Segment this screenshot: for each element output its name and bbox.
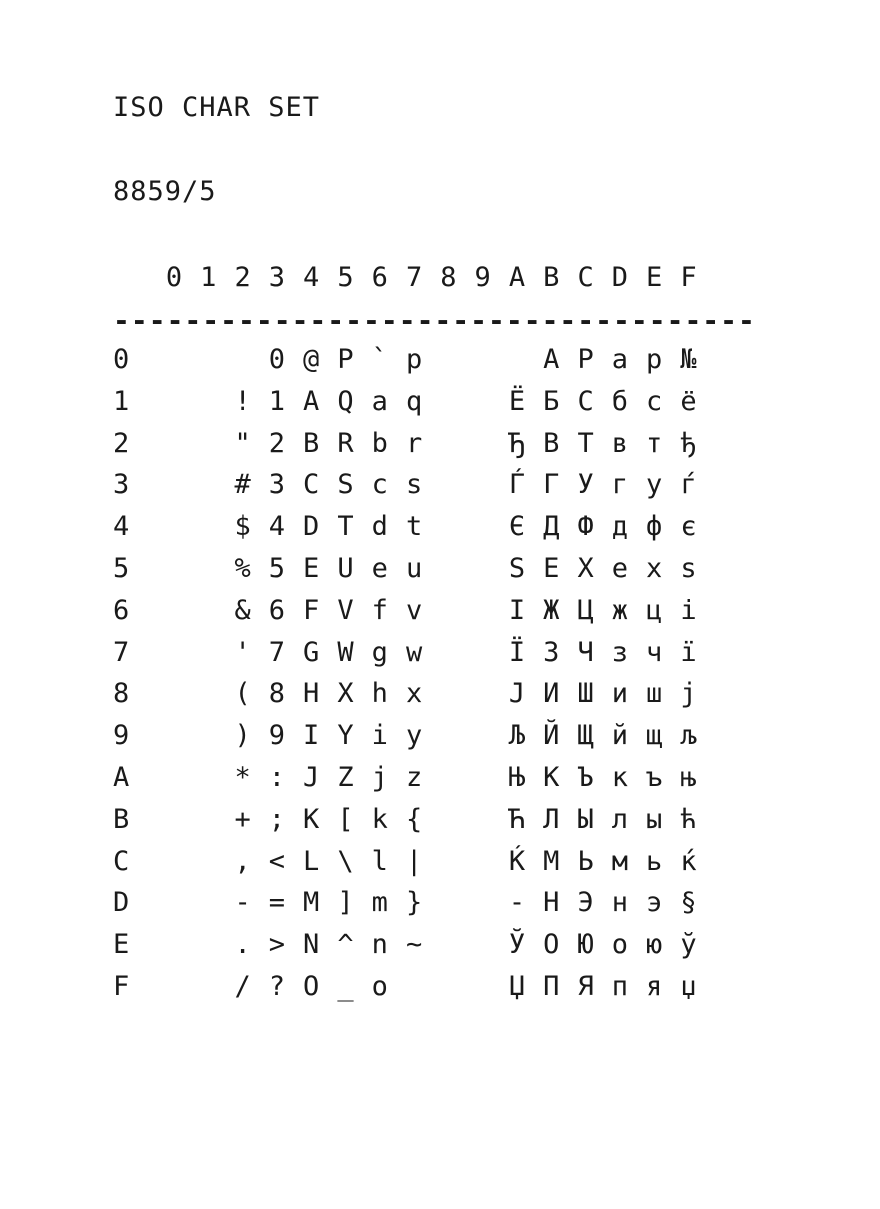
char-cell: Ѕ [508, 552, 526, 584]
char-cell: " [234, 427, 251, 459]
char-cell: $ [234, 511, 251, 543]
char-cell: M [303, 887, 320, 919]
char-cell: V [337, 594, 354, 626]
char-cell: Z [337, 761, 354, 793]
row-label: 5 [113, 552, 130, 584]
char-cell: - [234, 887, 251, 919]
char-cell: Ж [543, 594, 560, 626]
column-header: 7 [405, 262, 423, 293]
column-header: 0 [165, 262, 183, 293]
char-cell: p [405, 344, 423, 375]
row-label: 2 [113, 427, 130, 459]
column-header: 1 [200, 262, 217, 293]
char-cell: Ѓ [508, 469, 526, 501]
char-cell: T [337, 511, 354, 543]
char-cell: U [337, 552, 354, 584]
table-row [0, 674, 880, 716]
char-cell: 3 [268, 469, 286, 501]
char-cell: 0 [268, 344, 286, 375]
char-cell: с [646, 385, 663, 417]
char-cell: ј [680, 678, 697, 710]
char-cell: A [303, 385, 320, 417]
table-row [0, 424, 880, 466]
char-cell: ё [680, 385, 697, 417]
char-cell: і [680, 594, 697, 626]
char-cell: N [303, 929, 320, 961]
char-cell: Т [577, 427, 594, 459]
char-cell: є [680, 511, 697, 543]
char-cell: Х [577, 552, 594, 584]
char-cell: ^ [337, 929, 354, 961]
char-cell: ` [371, 344, 388, 375]
char-cell: 8 [268, 678, 286, 710]
table-row [0, 842, 880, 884]
row-label: 6 [113, 594, 130, 626]
char-cell: Ь [577, 845, 594, 877]
char-cell: c [371, 469, 388, 501]
char-cell: r [405, 427, 423, 459]
char-cell: ў [680, 929, 697, 961]
column-header: 6 [371, 262, 388, 293]
char-cell: J [303, 761, 320, 793]
char-cell: Є [508, 511, 526, 543]
row-label: 8 [113, 678, 130, 710]
char-cell: y [405, 720, 423, 752]
char-cell: j [371, 761, 388, 793]
char-cell: § [680, 887, 697, 919]
char-cell: ) [234, 720, 251, 752]
char-cell: / [234, 970, 251, 1002]
column-header: C [577, 262, 594, 293]
char-cell: Д [543, 511, 560, 543]
table-row [0, 967, 880, 1009]
row-label: 1 [113, 385, 130, 417]
char-cell: Ц [577, 594, 594, 626]
charset-code: 8859/5 [113, 176, 217, 207]
char-cell: - [508, 887, 526, 919]
char-cell: ч [646, 636, 663, 668]
char-cell: & [234, 594, 251, 626]
char-cell: < [268, 845, 286, 877]
char-cell: н [611, 887, 629, 919]
char-cell: э [646, 887, 663, 919]
char-cell: Ў [508, 929, 526, 961]
char-cell: x [405, 678, 423, 710]
char-cell: + [234, 803, 251, 835]
page-title: ISO CHAR SET [113, 92, 321, 123]
char-cell: X [337, 678, 354, 710]
char-cell: F [303, 594, 320, 626]
char-cell: С [577, 385, 594, 417]
char-cell: Ч [577, 636, 594, 668]
char-cell: e [371, 552, 388, 584]
char-cell: = [268, 887, 286, 919]
char-cell: Љ [508, 720, 526, 752]
char-cell: a [371, 385, 388, 417]
char-cell: S [337, 469, 354, 501]
char-cell: Н [543, 887, 560, 919]
char-cell: Ш [577, 678, 594, 710]
table-row [0, 758, 880, 800]
char-cell: Ы [577, 803, 594, 835]
char-cell: # [234, 469, 251, 501]
char-cell: Ё [508, 385, 526, 417]
row-label: 0 [113, 344, 130, 375]
char-cell: ѕ [680, 552, 697, 584]
char-cell: I [303, 720, 320, 752]
char-cell: а [611, 344, 629, 375]
char-cell: І [508, 594, 526, 626]
char-cell: м [611, 845, 629, 877]
char-cell: щ [646, 720, 663, 752]
char-cell: 7 [268, 636, 286, 668]
char-cell: > [268, 929, 286, 961]
char-cell: ђ [680, 427, 697, 459]
row-label: E [113, 929, 130, 961]
char-cell: . [234, 929, 251, 961]
char-cell: д [611, 511, 629, 543]
row-label: 3 [113, 469, 130, 501]
char-cell: ~ [405, 929, 423, 961]
char-cell: ћ [680, 803, 697, 835]
char-cell: \ [337, 845, 354, 877]
column-header: B [543, 262, 560, 293]
char-cell: B [303, 427, 320, 459]
char-cell: и [611, 678, 629, 710]
char-cell: У [577, 469, 594, 501]
char-cell: ? [268, 970, 286, 1002]
char-cell: H [303, 678, 320, 710]
char-cell: | [405, 845, 423, 877]
char-cell: ѓ [680, 469, 697, 501]
table-row [0, 925, 880, 967]
char-cell: О [543, 929, 560, 961]
char-cell: R [337, 427, 354, 459]
char-cell: ] [337, 887, 354, 919]
char-cell: ш [646, 678, 663, 710]
char-cell: о [611, 929, 629, 961]
char-cell: К [543, 761, 560, 793]
char-cell: Q [337, 385, 354, 417]
char-cell: b [371, 427, 388, 459]
row-label: 7 [113, 636, 130, 668]
char-cell: ( [234, 678, 251, 710]
char-cell: 5 [268, 552, 286, 584]
char-cell: z [405, 761, 423, 793]
char-cell: т [646, 427, 663, 459]
char-cell: б [611, 385, 629, 417]
char-cell: в [611, 427, 629, 459]
char-cell: C [303, 469, 320, 501]
char-cell: : [268, 761, 286, 793]
char-cell: п [611, 970, 629, 1002]
char-cell: Б [543, 385, 560, 417]
char-cell: l [371, 845, 388, 877]
column-header: 4 [303, 262, 320, 293]
row-label: D [113, 887, 130, 919]
char-cell: 2 [268, 427, 286, 459]
char-cell: Ј [508, 678, 526, 710]
column-header-row [0, 258, 880, 298]
char-cell: № [680, 344, 697, 375]
char-cell: [ [337, 803, 354, 835]
char-cell: љ [680, 720, 697, 752]
char-cell: t [405, 511, 423, 543]
column-header: E [646, 262, 663, 293]
char-cell: х [646, 552, 663, 584]
char-cell: П [543, 970, 560, 1002]
char-cell: з [611, 636, 629, 668]
char-cell: 9 [268, 720, 286, 752]
char-cell: Э [577, 887, 594, 919]
char-cell: Е [543, 552, 560, 584]
row-label: A [113, 761, 130, 793]
table-row [0, 549, 880, 591]
char-cell: Р [577, 344, 594, 375]
char-cell: g [371, 636, 388, 668]
char-cell: А [543, 344, 560, 375]
row-label: F [113, 970, 130, 1002]
char-cell: й [611, 720, 629, 752]
row-label: C [113, 845, 130, 877]
column-header: 5 [337, 262, 354, 293]
char-cell: р [646, 344, 663, 375]
char-cell: ' [234, 636, 251, 668]
char-cell: И [543, 678, 560, 710]
char-cell: к [611, 761, 629, 793]
row-label: B [113, 803, 130, 835]
char-cell: Џ [508, 970, 526, 1002]
char-cell: џ [680, 970, 697, 1002]
char-cell: Ю [577, 929, 594, 961]
char-cell: ц [646, 594, 663, 626]
char-cell: L [303, 845, 320, 877]
char-cell: d [371, 511, 388, 543]
table-row [0, 716, 880, 758]
char-cell: ! [234, 385, 251, 417]
char-cell: f [371, 594, 388, 626]
char-cell: % [234, 552, 251, 584]
column-header: 2 [234, 262, 251, 293]
char-cell: s [405, 469, 423, 501]
table-row [0, 633, 880, 675]
table-row [0, 800, 880, 842]
char-cell: k [371, 803, 388, 835]
character-grid [0, 340, 880, 1009]
char-cell: у [646, 469, 663, 501]
column-header: F [680, 262, 697, 293]
char-cell: n [371, 929, 388, 961]
char-cell: i [371, 720, 388, 752]
table-row [0, 465, 880, 507]
column-header: 8 [440, 262, 457, 293]
char-cell: ж [611, 594, 629, 626]
char-cell: Ї [508, 636, 526, 668]
char-cell: G [303, 636, 320, 668]
char-cell: ю [646, 929, 663, 961]
column-header: D [611, 262, 629, 293]
char-cell: u [405, 552, 423, 584]
char-cell: , [234, 845, 251, 877]
char-cell: Я [577, 970, 594, 1002]
char-cell: O [303, 970, 320, 1002]
char-cell: Ђ [508, 427, 526, 459]
separator-line: ------------------------------------ [113, 304, 756, 337]
char-cell: Ф [577, 511, 594, 543]
table-row [0, 883, 880, 925]
char-cell: } [405, 887, 423, 919]
char-cell: ќ [680, 845, 697, 877]
char-cell: З [543, 636, 560, 668]
char-cell: Њ [508, 761, 526, 793]
char-cell: ъ [646, 761, 663, 793]
char-cell: o [371, 970, 388, 1002]
char-cell: е [611, 552, 629, 584]
char-cell: v [405, 594, 423, 626]
char-cell: w [405, 636, 423, 668]
column-header: 3 [268, 262, 286, 293]
char-cell: Л [543, 803, 560, 835]
char-cell: _ [337, 970, 354, 1002]
char-cell: 4 [268, 511, 286, 543]
char-cell: 6 [268, 594, 286, 626]
char-cell: @ [303, 344, 320, 375]
table-row [0, 591, 880, 633]
char-cell: я [646, 970, 663, 1002]
char-cell: { [405, 803, 423, 835]
char-cell: ь [646, 845, 663, 877]
table-row [0, 507, 880, 549]
char-cell: Г [543, 469, 560, 501]
char-cell: Y [337, 720, 354, 752]
table-row [0, 340, 880, 382]
column-header: A [508, 262, 526, 293]
table-row [0, 382, 880, 424]
row-label: 4 [113, 511, 130, 543]
char-cell: m [371, 887, 388, 919]
char-cell: ї [680, 636, 697, 668]
char-cell: М [543, 845, 560, 877]
char-cell: г [611, 469, 629, 501]
char-cell: Ќ [508, 845, 526, 877]
char-cell: В [543, 427, 560, 459]
char-cell: P [337, 344, 354, 375]
char-cell: D [303, 511, 320, 543]
column-header: 9 [474, 262, 491, 293]
char-cell: ; [268, 803, 286, 835]
char-cell: Щ [577, 720, 594, 752]
char-cell: h [371, 678, 388, 710]
char-cell: K [303, 803, 320, 835]
char-cell: * [234, 761, 251, 793]
char-cell: Ъ [577, 761, 594, 793]
char-cell: л [611, 803, 629, 835]
char-cell: њ [680, 761, 697, 793]
row-label: 9 [113, 720, 130, 752]
char-cell: Ћ [508, 803, 526, 835]
char-cell: W [337, 636, 354, 668]
char-cell: E [303, 552, 320, 584]
char-cell: 1 [268, 385, 286, 417]
char-cell: q [405, 385, 423, 417]
char-cell: Й [543, 720, 560, 752]
char-cell: ы [646, 803, 663, 835]
char-cell: ф [646, 511, 663, 543]
